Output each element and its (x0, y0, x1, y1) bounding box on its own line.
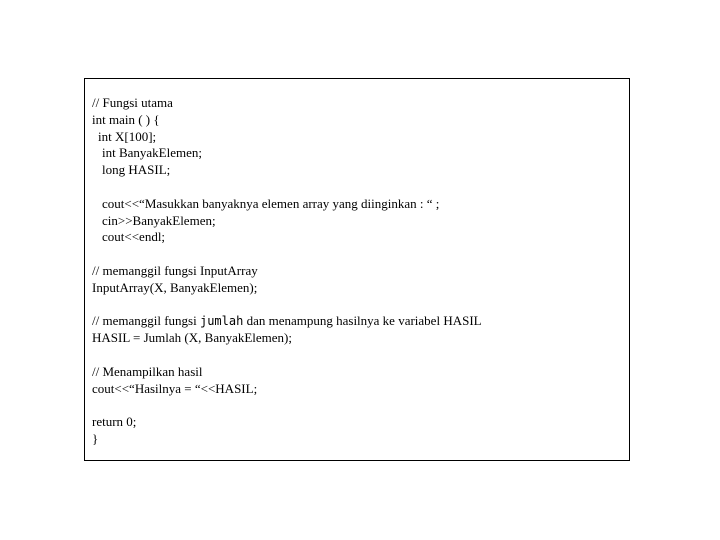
code-line-prompt-output: cout<<“Masukkan banyaknya elemen array yang diinginkan : “ ; (102, 195, 440, 211)
code-line-call-input: InputArray(X, BanyakElemen); (92, 279, 258, 295)
code-line-read-input: cin>>BanyakElemen; (102, 212, 216, 228)
code-line-display-output: cout<<“Hasilnya = “<<HASIL; (92, 380, 258, 396)
code-line-blank (92, 347, 482, 364)
code-listing-box (84, 78, 630, 461)
code-line-declare-result: long HASIL; (102, 162, 171, 178)
inline-code-function-name: jumlah (199, 314, 244, 329)
code-line-main-signature: int main ( ) { (92, 111, 160, 127)
code-line-blank (92, 397, 482, 414)
code-line-comment-display: // Menampilkan hasil (92, 363, 203, 379)
code-line-comment-input: // memanggil fungsi InputArray (92, 262, 258, 278)
code-line-blank (92, 246, 482, 263)
code-line-closing-brace: } (92, 430, 99, 446)
code-line-newline-output: cout<<endl; (102, 229, 166, 245)
code-line-declare-array: int X[100]; (98, 128, 157, 144)
code-line-comment-main: // Fungsi utama (92, 95, 173, 110)
comment-text-after: dan menampung hasilnya ke variabel HASIL (243, 313, 482, 329)
code-line-blank (92, 297, 482, 314)
code-line-return: return 0; (92, 414, 137, 430)
code-listing (92, 95, 482, 448)
code-line-comment-sum (92, 313, 482, 330)
code-line-call-sum: HASIL = Jumlah (X, BanyakElemen); (92, 330, 293, 346)
comment-text-before: // memanggil fungsi (92, 313, 200, 329)
code-line-declare-count: int BanyakElemen; (102, 145, 203, 161)
code-line-blank (92, 179, 482, 196)
